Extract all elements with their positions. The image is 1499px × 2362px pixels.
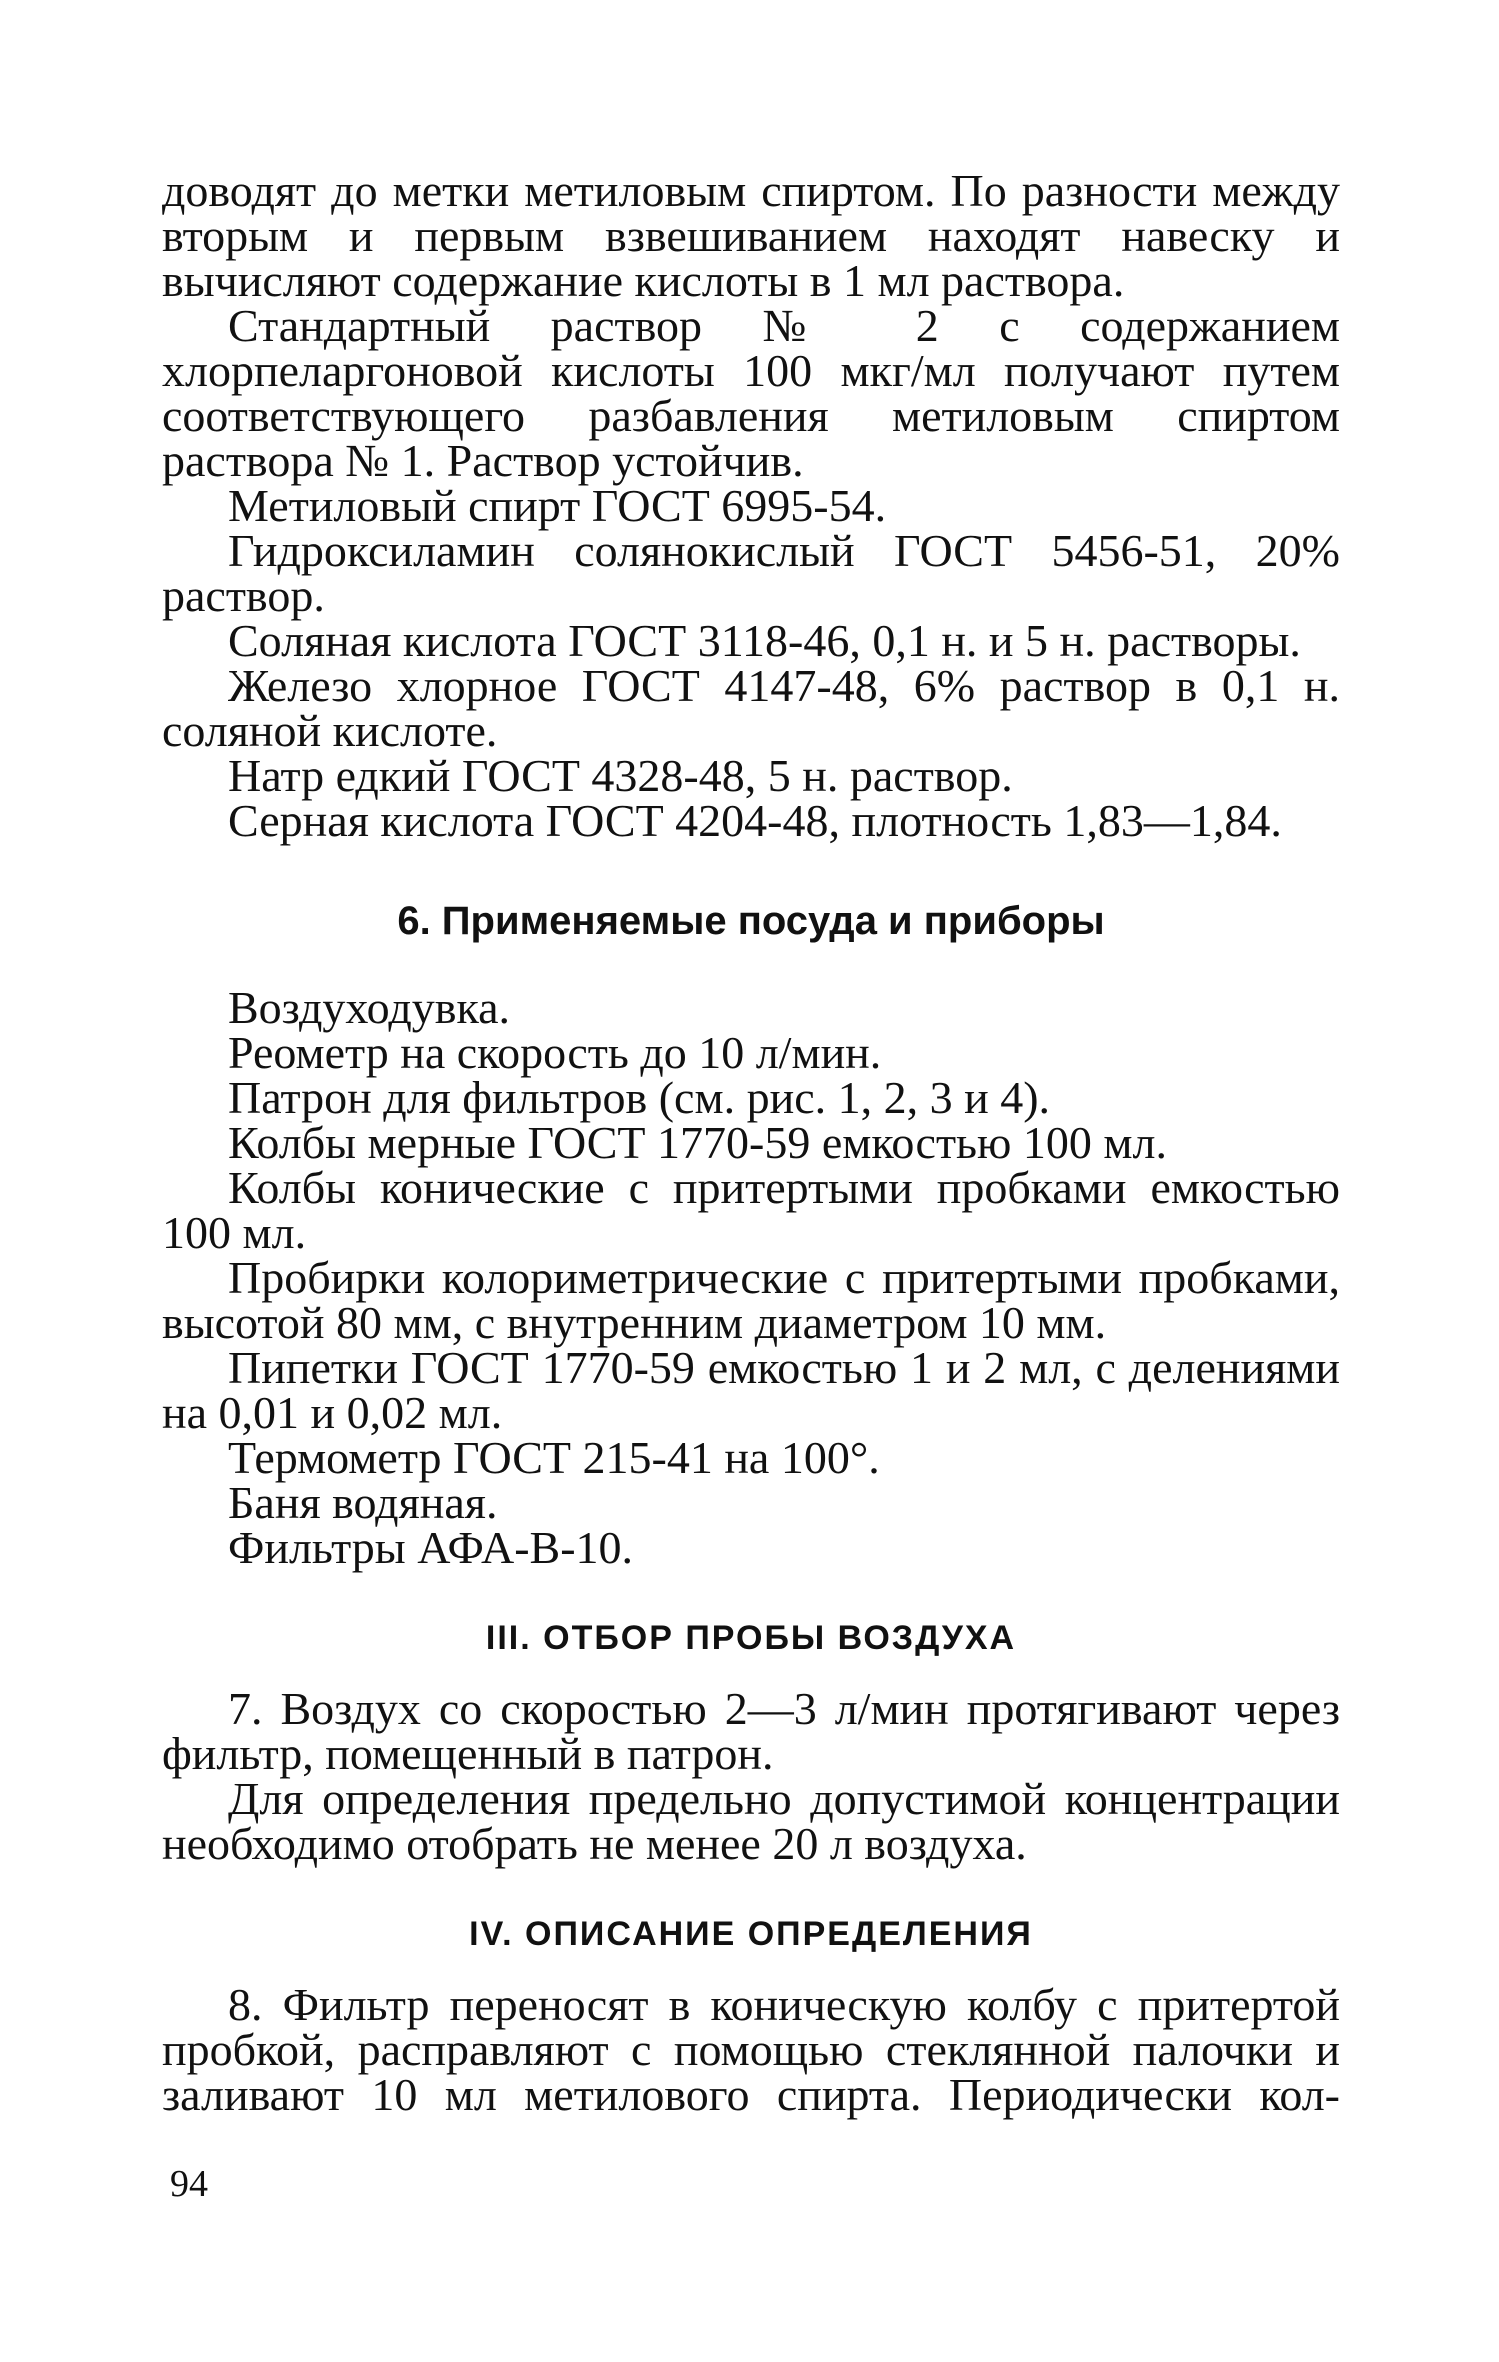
paragraph: 7. Воздух со скоростью 2—3 л/мин протягивают через фильтр, помещенный в патрон. [162, 1683, 1340, 1779]
list-item: Колбы мерные ГОСТ 1770-59 емкостью 100 мл. [228, 1117, 1167, 1168]
list-item: Гидроксиламин солянокислый ГОСТ 5456-51, 20% раствор. [162, 525, 1340, 621]
list-item: Фильтры АФА-В-10. [228, 1522, 634, 1573]
list-item: Колбы конические с притертыми пробками емкостью 100 мл. [162, 1162, 1340, 1258]
list-item: Патрон для фильтров (см. рис. 1, 2, 3 и 4). [228, 1072, 1051, 1123]
list-item: Реометр на скорость до 10 л/мин. [228, 1027, 882, 1078]
section-heading: III. ОТБОР ПРОБЫ ВОЗДУХА [485, 1619, 1017, 1657]
list-item: Воздуходувка. [228, 982, 511, 1033]
paragraph: 8. Фильтр переносят в коническую колбу с притертой пробкой, расправляют с помощью стеклянной палочки и заливают 10 мл метилового спирта. Периодически кол- [162, 1979, 1340, 2120]
list-item: Баня водяная. [228, 1477, 498, 1528]
subsection-heading: 6. Применяемые посуда и приборы [397, 899, 1105, 943]
paragraph: Для определения предельно допустимой концентрации необходимо отобрать не менее 20 л воздуха. [162, 1773, 1340, 1869]
list-item: Серная кислота ГОСТ 4204-48, плотность 1,83—1,84. [228, 795, 1282, 846]
list-item: Термометр ГОСТ 215-41 на 100°. [228, 1432, 880, 1483]
list-item: Натр едкий ГОСТ 4328-48, 5 н. раствор. [228, 750, 1013, 801]
list-item: Железо хлорное ГОСТ 4147-48, 6% раствор в 0,1 н. соляной кислоте. [162, 660, 1340, 756]
page-body [162, 165, 1340, 2120]
paragraph: доводят до метки метиловым спиртом. По разности между вторым и первым взвешиванием находят навеску и вычисляют содержание кислоты в 1 мл раствора. [162, 165, 1340, 306]
paragraph: Стандартный раствор № 2 с содержанием хлорпеларгоновой кислоты 100 мкг/мл получают путем соответствующего разбавления метиловым спиртом раствора № 1. Раствор устойчив. [162, 300, 1340, 486]
list-item: Соляная кислота ГОСТ 3118-46, 0,1 н. и 5 н. растворы. [228, 615, 1301, 666]
list-item: Метиловый спирт ГОСТ 6995-54. [228, 480, 887, 531]
page-number: 94 [170, 2163, 208, 2205]
section-heading: IV. ОПИСАНИЕ ОПРЕДЕЛЕНИЯ [469, 1915, 1033, 1953]
list-item: Пробирки колориметрические с притертыми пробками, высотой 80 мм, с внутренним диаметром 10 мм. [162, 1252, 1340, 1348]
list-item: Пипетки ГОСТ 1770-59 емкостью 1 и 2 мл, с делениями на 0,01 и 0,02 мл. [162, 1342, 1340, 1438]
